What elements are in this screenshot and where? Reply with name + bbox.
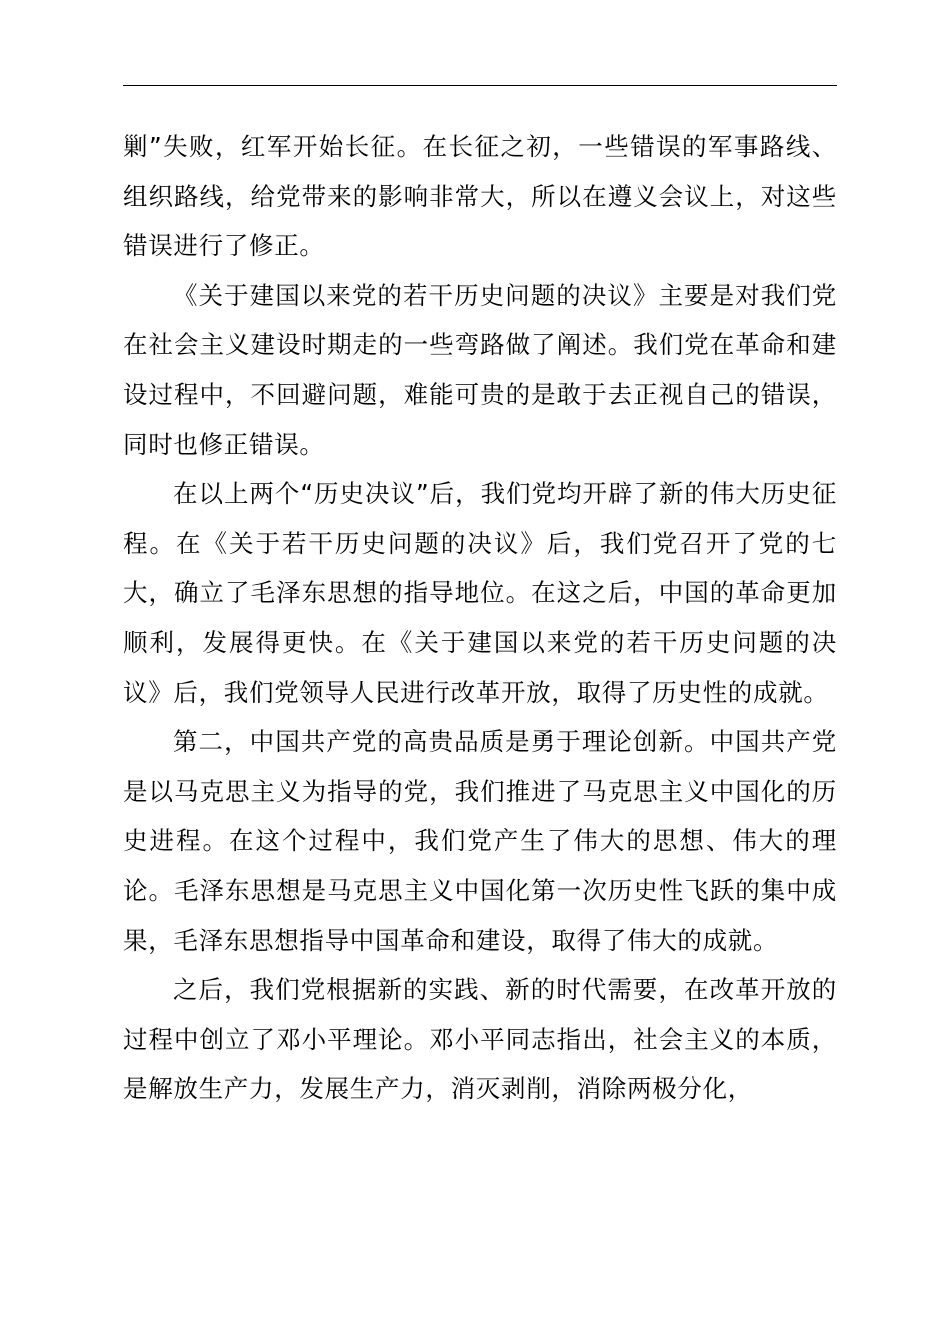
paragraph-4: 第二，中国共产党的高贵品质是勇于理论创新。中国共产党是以马克思主义为指导的党，我们推进了马克思主义中国化的历史进程。在这个过程中，我们党产生了伟大的思想、伟大的理论。毛泽东思想是马克思主义中国化第一次历史性飞跃的集中成果，毛泽东思想指导中国革命和建设，取得了伟大的成就。 [123,727,837,955]
paragraph-3: 在以上两个“历史决议”后，我们党均开辟了新的伟大历史征程。在《关于若干历史问题的决议》后，我们党召开了党的七大，确立了毛泽东思想的指导地位。在这之后，中国的革命更加顺利，发展得更快。在《关于建国以来党的若干历史问题的决议》后，我们党领导人民进行改革开放，取得了历史性的成就。 [123,479,837,707]
paragraph-5: 之后，我们党根据新的实践、新的时代需要，在改革开放的过程中创立了邓小平理论。邓小平同志指出，社会主义的本质，是解放生产力，发展生产力，消灭剥削，消除两极分化， [123,975,837,1104]
body-text [123,122,837,1114]
paragraph-1: 剿”失败，红军开始长征。在长征之初，一些错误的军事路线、组织路线，给党带来的影响非常大，所以在遵义会议上，对这些错误进行了修正。 [123,132,837,261]
header-rule [123,85,837,86]
paragraph-2: 《关于建国以来党的若干历史问题的决议》主要是对我们党在社会主义建设时期走的一些弯路做了阐述。我们党在革命和建设过程中，不回避问题，难能可贵的是敢于去正视自己的错误，同时也修正错误。 [123,280,837,459]
